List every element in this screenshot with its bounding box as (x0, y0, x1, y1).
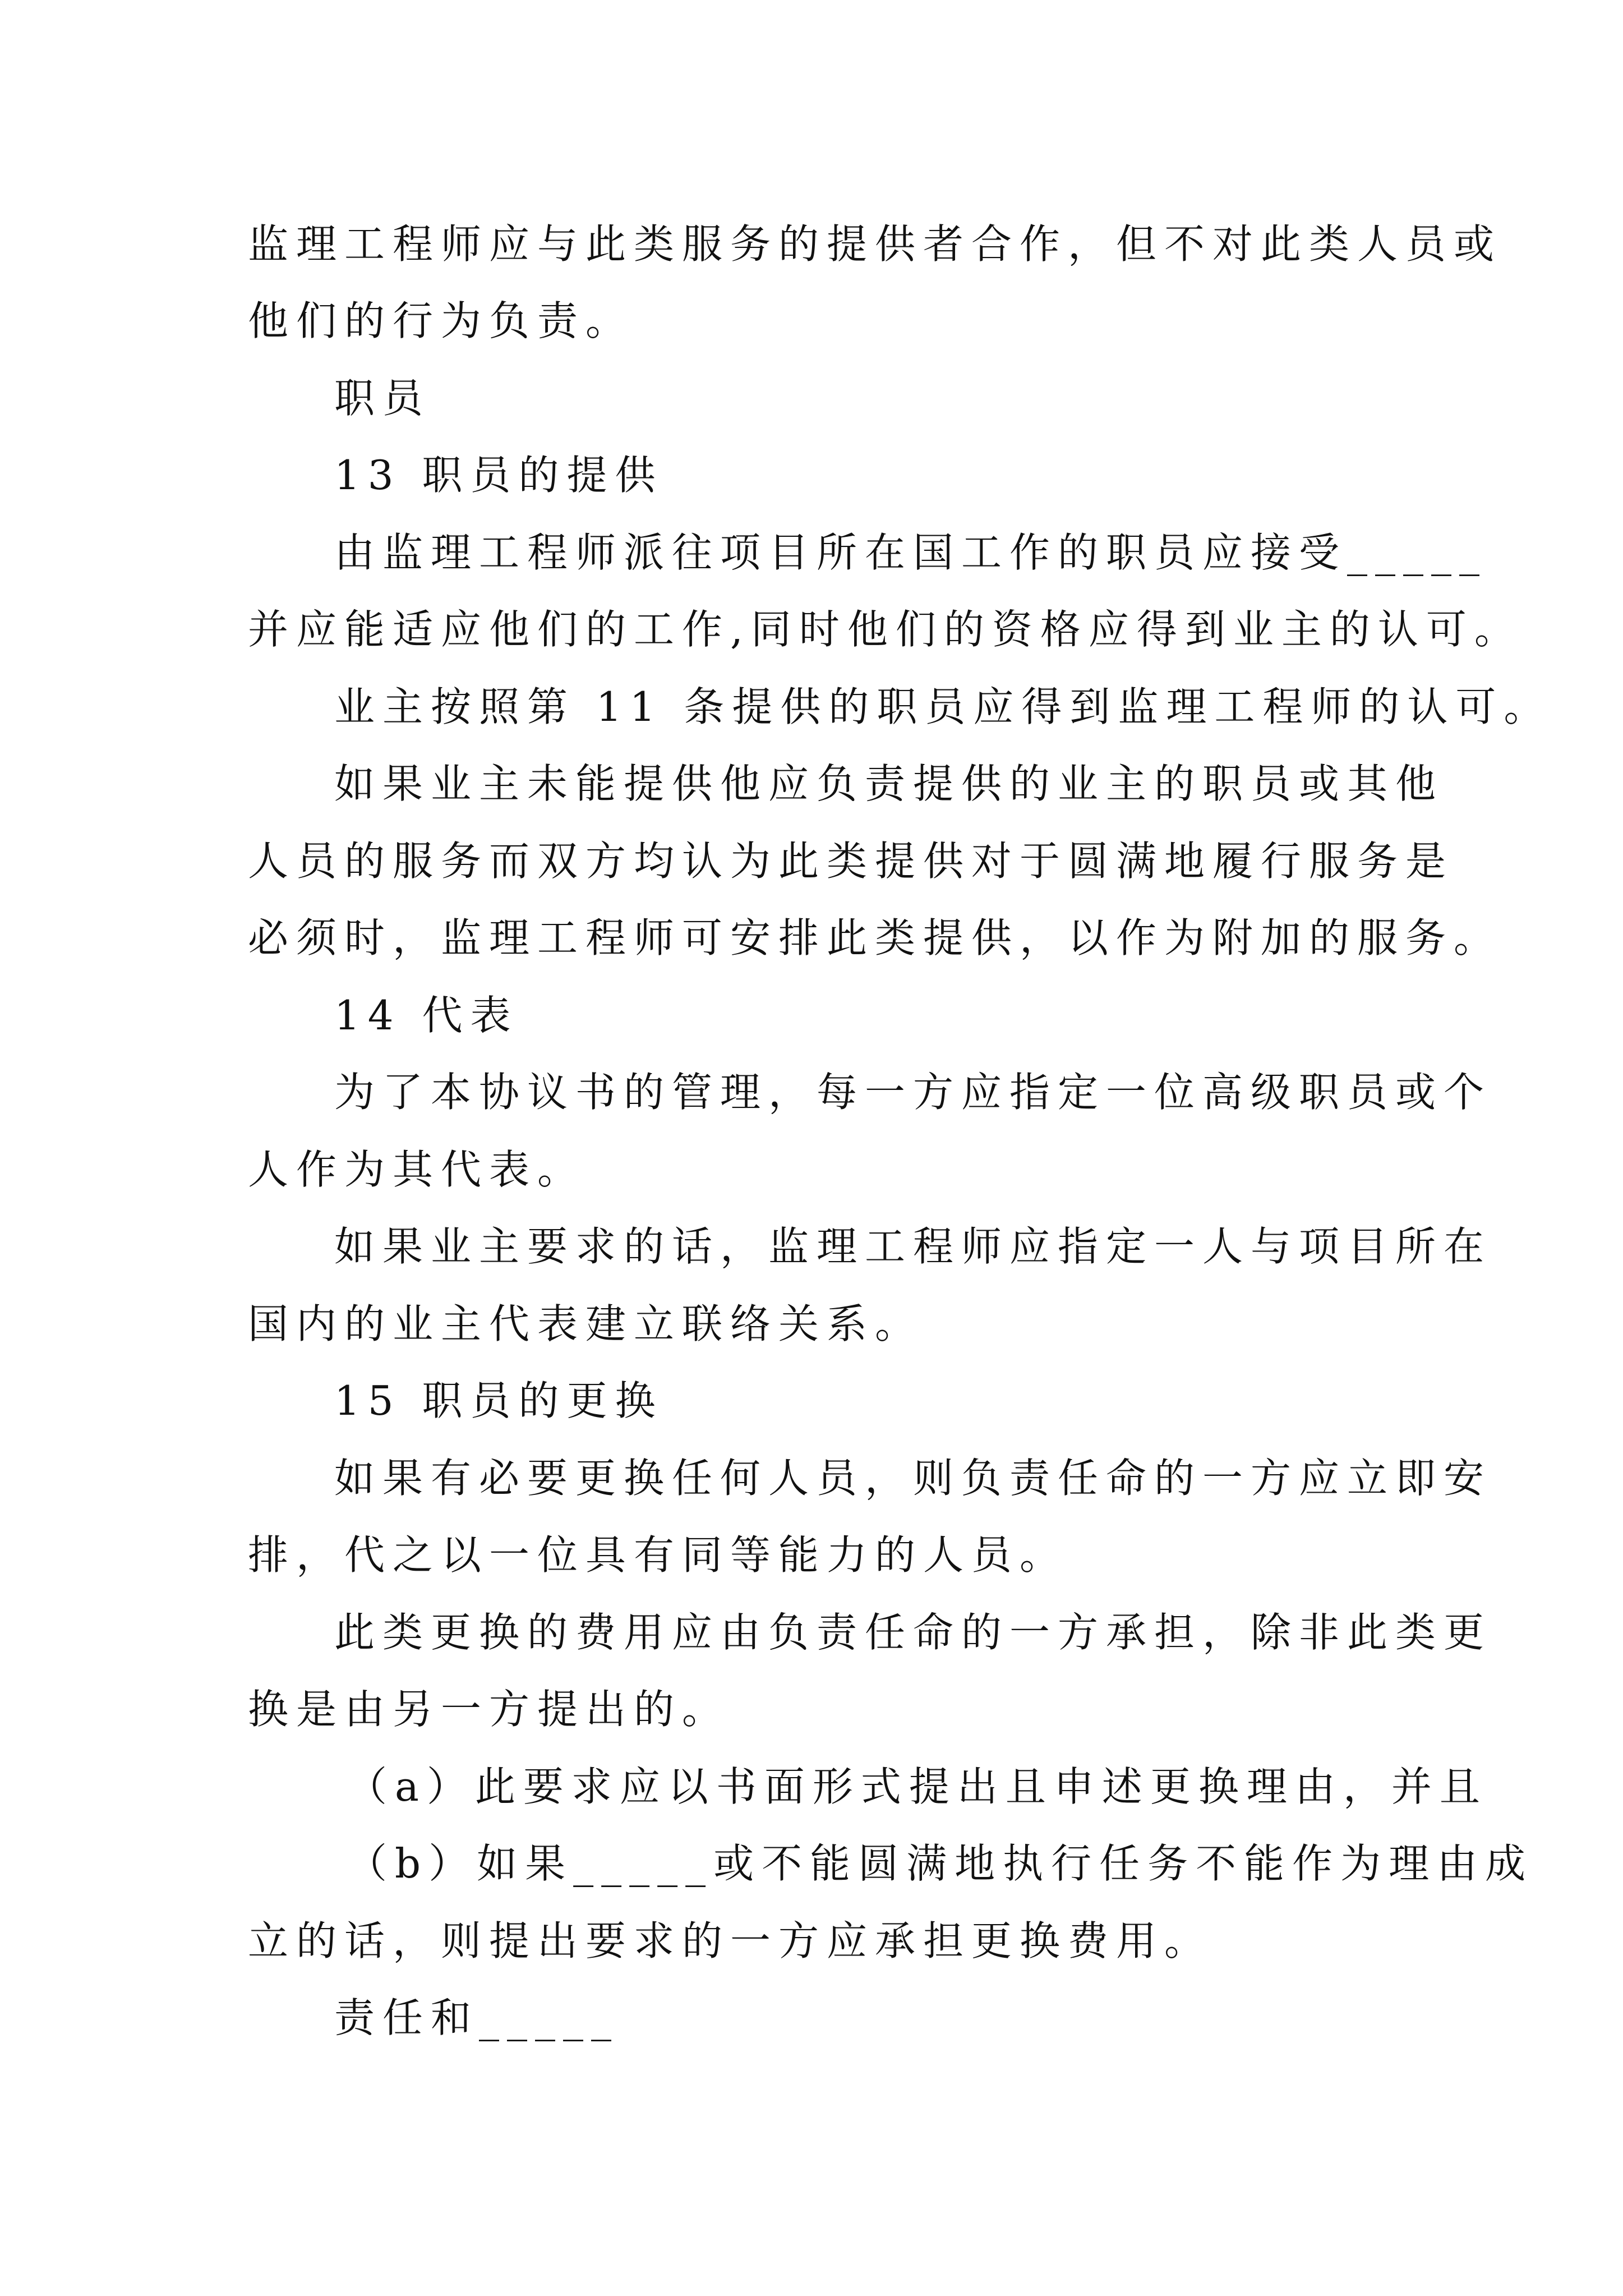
text-line: 如果有必要更换任何人员，则负责任命的一方应立即安 (334, 1455, 1492, 1502)
clause-heading: 14 代表 (334, 992, 519, 1039)
text-line: 如果业主未能提供他应负责提供的业主的职员或其他 (334, 760, 1444, 807)
text-line: 人员的服务而双方均认为此类提供对于圆满地履行服务是 (248, 838, 1454, 885)
text-line: 业主按照第 11 条提供的职员应得到监理工程师的认可。 (334, 683, 1552, 730)
clause-heading: 15 职员的更换 (334, 1377, 663, 1424)
text-line: 立的话，则提出要求的一方应承担更换费用。 (248, 1917, 1213, 1964)
section-heading: 职员 (334, 375, 431, 422)
clause-heading: 13 职员的提供 (334, 452, 663, 499)
section-heading: 责任和_____ (334, 1994, 620, 2041)
text-line: 国内的业主代表建立联络关系。 (248, 1300, 924, 1347)
text-line: 排，代之以一位具有同等能力的人员。 (248, 1531, 1068, 1579)
text-line: 监理工程师应与此类服务的提供者合作，但不对此类人员或 (248, 220, 1502, 268)
text-line: 他们的行为负责。 (248, 297, 634, 344)
text-line: 必须时，监理工程师可安排此类提供，以作为附加的服务。 (248, 914, 1502, 961)
text-line: 由监理工程师派往项目所在国工作的职员应接受_____ (334, 529, 1488, 576)
list-item: （b）如果_____或不能圆满地执行任务不能作为理由成 (347, 1840, 1534, 1887)
text-line: 如果业主要求的话，监理工程师应指定一人与项目所在 (334, 1223, 1492, 1270)
text-line: 人作为其代表。 (248, 1146, 586, 1193)
text-line: 换是由另一方提出的。 (248, 1686, 731, 1733)
text-line: 此类更换的费用应由负责任命的一方承担，除非此类更 (334, 1609, 1492, 1656)
list-item: （a）此要求应以书面形式提出且申述更换理由，并且 (347, 1763, 1488, 1810)
text-line: 并应能适应他们的工作,同时他们的资格应得到业主的认可。 (248, 606, 1523, 653)
text-line: 为了本协议书的管理，每一方应指定一位高级职员或个 (334, 1069, 1492, 1116)
